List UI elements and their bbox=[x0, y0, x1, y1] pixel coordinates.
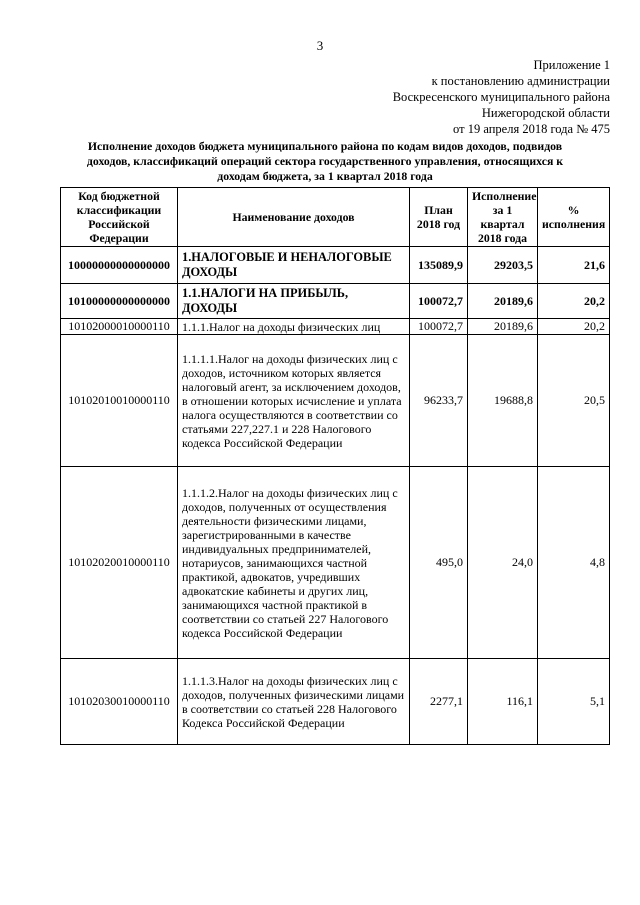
table-row bbox=[61, 659, 610, 745]
row-code: 10102010010000110 bbox=[61, 335, 178, 467]
title-line: доходам бюджета, за 1 квартал 2018 года bbox=[217, 169, 433, 183]
row-percent: 5,1 bbox=[538, 659, 610, 745]
title-line: Исполнение доходов бюджета муниципального района по кодам видов доходов, подвидов bbox=[87, 139, 563, 153]
header-code: Код бюджетной классификации Российской Федерации bbox=[61, 188, 178, 247]
row-plan: 495,0 bbox=[410, 467, 468, 659]
appendix-block bbox=[310, 57, 610, 137]
table-header-row bbox=[61, 188, 610, 247]
row-percent: 20,2 bbox=[538, 319, 610, 335]
row-plan: 100072,7 bbox=[410, 319, 468, 335]
row-plan: 100072,7 bbox=[410, 284, 468, 319]
row-name: 1.1.1.3.Налог на доходы физических лиц с доходов, полученных физическими лицами в соответствии со статьей 228 Налогового Кодекса Российской Федерации bbox=[178, 659, 410, 745]
appendix-line: к постановлению администрации bbox=[431, 74, 610, 88]
document-title bbox=[40, 139, 610, 184]
header-done: Исполнение за 1 квартал 2018 года bbox=[468, 188, 538, 247]
table-row bbox=[61, 247, 610, 284]
row-name: 1.1.1.2.Налог на доходы физических лиц с доходов, полученных от осуществления деятельности физическими лицами, зарегистрированными в качестве индивидуальных предпринимателей, нотариусов, занимающихся частной практикой, адвокатов, учредивших адвокатские кабинеты и других лиц, занимающихся частной практикой в соответствии со статьей 227 Налогового кодекса Российской Федерации bbox=[178, 467, 410, 659]
income-table bbox=[60, 187, 610, 745]
table-row bbox=[61, 284, 610, 319]
row-plan: 2277,1 bbox=[410, 659, 468, 745]
row-done: 24,0 bbox=[468, 467, 538, 659]
row-code: 10000000000000000 bbox=[61, 247, 178, 284]
row-plan: 135089,9 bbox=[410, 247, 468, 284]
row-name: 1.1.НАЛОГИ НА ПРИБЫЛЬ, ДОХОДЫ bbox=[178, 284, 410, 319]
row-done: 116,1 bbox=[468, 659, 538, 745]
appendix-line: Приложение 1 bbox=[533, 58, 610, 72]
row-code: 10102000010000110 bbox=[61, 319, 178, 335]
row-done: 19688,8 bbox=[468, 335, 538, 467]
row-plan: 96233,7 bbox=[410, 335, 468, 467]
appendix-line: Нижегородской области bbox=[481, 106, 610, 120]
appendix-line: от 19 апреля 2018 года № 475 bbox=[453, 122, 610, 136]
header-name: Наименование доходов bbox=[178, 188, 410, 247]
appendix-line: Воскресенского муниципального района bbox=[392, 90, 610, 104]
header-percent: % исполнения bbox=[538, 188, 610, 247]
row-done: 20189,6 bbox=[468, 284, 538, 319]
row-percent: 20,5 bbox=[538, 335, 610, 467]
row-done: 29203,5 bbox=[468, 247, 538, 284]
row-percent: 4,8 bbox=[538, 467, 610, 659]
row-name: 1.1.1.1.Налог на доходы физических лиц с доходов, источником которых является налоговый агент, за исключением доходов, в отношении которых исчисление и уплата налога осуществляются в соответствии со статьями 227,227.1 и 228 Налогового кодекса Российской Федерации bbox=[178, 335, 410, 467]
row-code: 10102030010000110 bbox=[61, 659, 178, 745]
table-row bbox=[61, 319, 610, 335]
title-line: доходов, классификаций операций сектора государственного управления, относящихся к bbox=[86, 154, 564, 168]
row-percent: 20,2 bbox=[538, 284, 610, 319]
row-name: 1.1.1.Налог на доходы физических лиц bbox=[178, 319, 410, 335]
table-row bbox=[61, 335, 610, 467]
header-plan: План 2018 год bbox=[410, 188, 468, 247]
row-done: 20189,6 bbox=[468, 319, 538, 335]
row-percent: 21,6 bbox=[538, 247, 610, 284]
row-name: 1.НАЛОГОВЫЕ И НЕНАЛОГОВЫЕ ДОХОДЫ bbox=[178, 247, 410, 284]
row-code: 10100000000000000 bbox=[61, 284, 178, 319]
row-code: 10102020010000110 bbox=[61, 467, 178, 659]
page-number: 3 bbox=[316, 38, 324, 53]
table-row bbox=[61, 467, 610, 659]
